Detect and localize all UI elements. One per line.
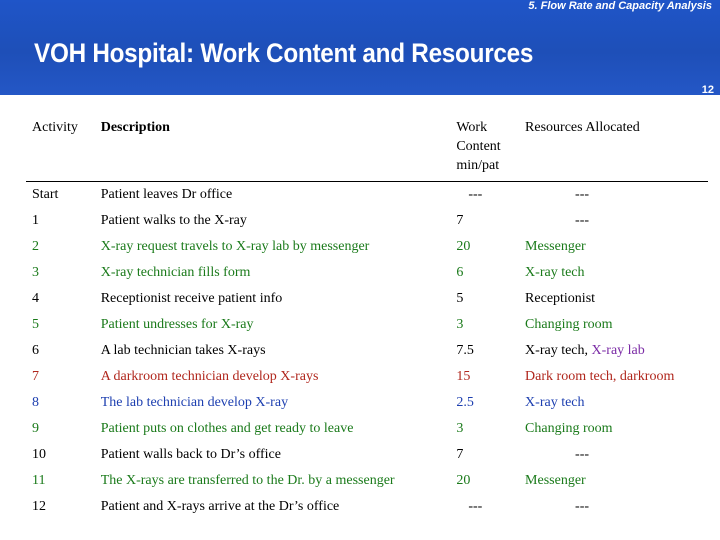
- work-content-header-text: Work Content min/pat: [456, 120, 501, 173]
- table-row: [26, 468, 708, 494]
- activity-cell: 2: [32, 239, 39, 254]
- resources-cell: Messenger: [525, 473, 586, 488]
- work-content-cell: 20: [456, 473, 471, 488]
- work-content-cell: 5: [456, 291, 464, 306]
- work-content-cell: 3: [456, 421, 464, 436]
- resources-cell: X-ray tech: [525, 395, 585, 410]
- description-cell: The X-rays are transferred to the Dr. by a messenger: [100, 473, 395, 488]
- table-row: [26, 234, 708, 260]
- slide-header: [0, 0, 720, 95]
- work-content-cell: 15: [456, 369, 471, 384]
- activity-cell: 5: [32, 317, 39, 332]
- activity-cell: 1: [32, 213, 39, 228]
- resources-cell: Messenger: [525, 239, 586, 254]
- description-cell: X-ray technician fills form: [100, 265, 251, 280]
- activity-cell: Start: [32, 187, 59, 202]
- slide-title: VOH Hospital: Work Content and Resources: [34, 38, 534, 68]
- work-content-cell: 6: [456, 265, 464, 280]
- description-cell: Patient leaves Dr office: [100, 187, 233, 202]
- work-content-table-container: [26, 112, 708, 532]
- description-cell: X-ray request travels to X-ray lab by messenger: [100, 239, 370, 254]
- activity-cell: 4: [32, 291, 39, 306]
- resources-cell: Dark room tech, darkroom: [525, 369, 675, 384]
- description-cell: Patient puts on clothes and get ready to leave: [100, 421, 354, 436]
- activity-cell: 8: [32, 395, 39, 410]
- table-row: [26, 390, 708, 416]
- activity-cell: 12: [32, 499, 46, 514]
- work-content-cell: 2.5: [456, 395, 474, 410]
- work-content-cell: 7: [456, 447, 464, 462]
- table-row: [26, 260, 708, 286]
- description-cell: The lab technician develop X-ray: [100, 395, 289, 410]
- description-cell: Receptionist receive patient info: [100, 291, 283, 306]
- resources-cell: Changing room: [525, 317, 613, 332]
- activity-cell: 10: [32, 447, 46, 462]
- work-content-table: [26, 112, 708, 520]
- description-cell: Patient walls back to Dr’s office: [100, 447, 281, 462]
- description-cell: A darkroom technician develop X-rays: [100, 369, 319, 384]
- resources-cell: ---: [575, 447, 590, 462]
- work-content-cell: 20: [456, 239, 471, 254]
- section-label: 5. Flow Rate and Capacity Analysis: [528, 0, 712, 12]
- table-row: [26, 364, 708, 390]
- column-header-activity: Activity: [26, 112, 95, 182]
- description-cell: Patient undresses for X-ray: [100, 317, 254, 332]
- activity-cell: 11: [32, 473, 46, 488]
- resources-cell: Changing room: [525, 421, 613, 436]
- resources-cell: [519, 338, 708, 364]
- table-row: [26, 286, 708, 312]
- resources-cell: ---: [575, 213, 590, 228]
- activity-cell: 9: [32, 421, 39, 436]
- description-cell: Patient walks to the X-ray: [100, 213, 247, 228]
- work-content-cell: ---: [468, 499, 483, 514]
- page-number: 12: [701, 84, 714, 96]
- work-content-cell: 3: [456, 317, 464, 332]
- resources-cell: X-ray tech: [525, 265, 585, 280]
- work-content-cell: 7: [456, 213, 464, 228]
- description-cell: A lab technician takes X-rays: [100, 343, 266, 358]
- resources-text: X-ray tech,: [525, 343, 592, 358]
- resources-text-secondary: X-ray lab: [591, 343, 645, 358]
- description-cell: Patient and X-rays arrive at the Dr’s office: [100, 499, 340, 514]
- column-header-resources: Resources Allocated: [519, 112, 708, 182]
- table-row: [26, 416, 708, 442]
- table-row: [26, 182, 708, 209]
- table-row: [26, 494, 708, 520]
- activity-cell: 6: [32, 343, 39, 358]
- work-content-cell: 7.5: [456, 343, 474, 358]
- activity-cell: 3: [32, 265, 39, 280]
- resources-cell: Receptionist: [525, 291, 596, 306]
- table-row: [26, 208, 708, 234]
- work-content-cell: ---: [468, 187, 483, 202]
- resources-cell: ---: [575, 499, 590, 514]
- table-body: [26, 182, 708, 521]
- table-header-row: [26, 112, 708, 182]
- table-row: [26, 442, 708, 468]
- resources-cell: ---: [575, 187, 590, 202]
- column-header-work-content: [450, 112, 519, 182]
- table-row: [26, 338, 708, 364]
- table-row: [26, 312, 708, 338]
- column-header-description: Description: [95, 112, 451, 182]
- activity-cell: 7: [32, 369, 39, 384]
